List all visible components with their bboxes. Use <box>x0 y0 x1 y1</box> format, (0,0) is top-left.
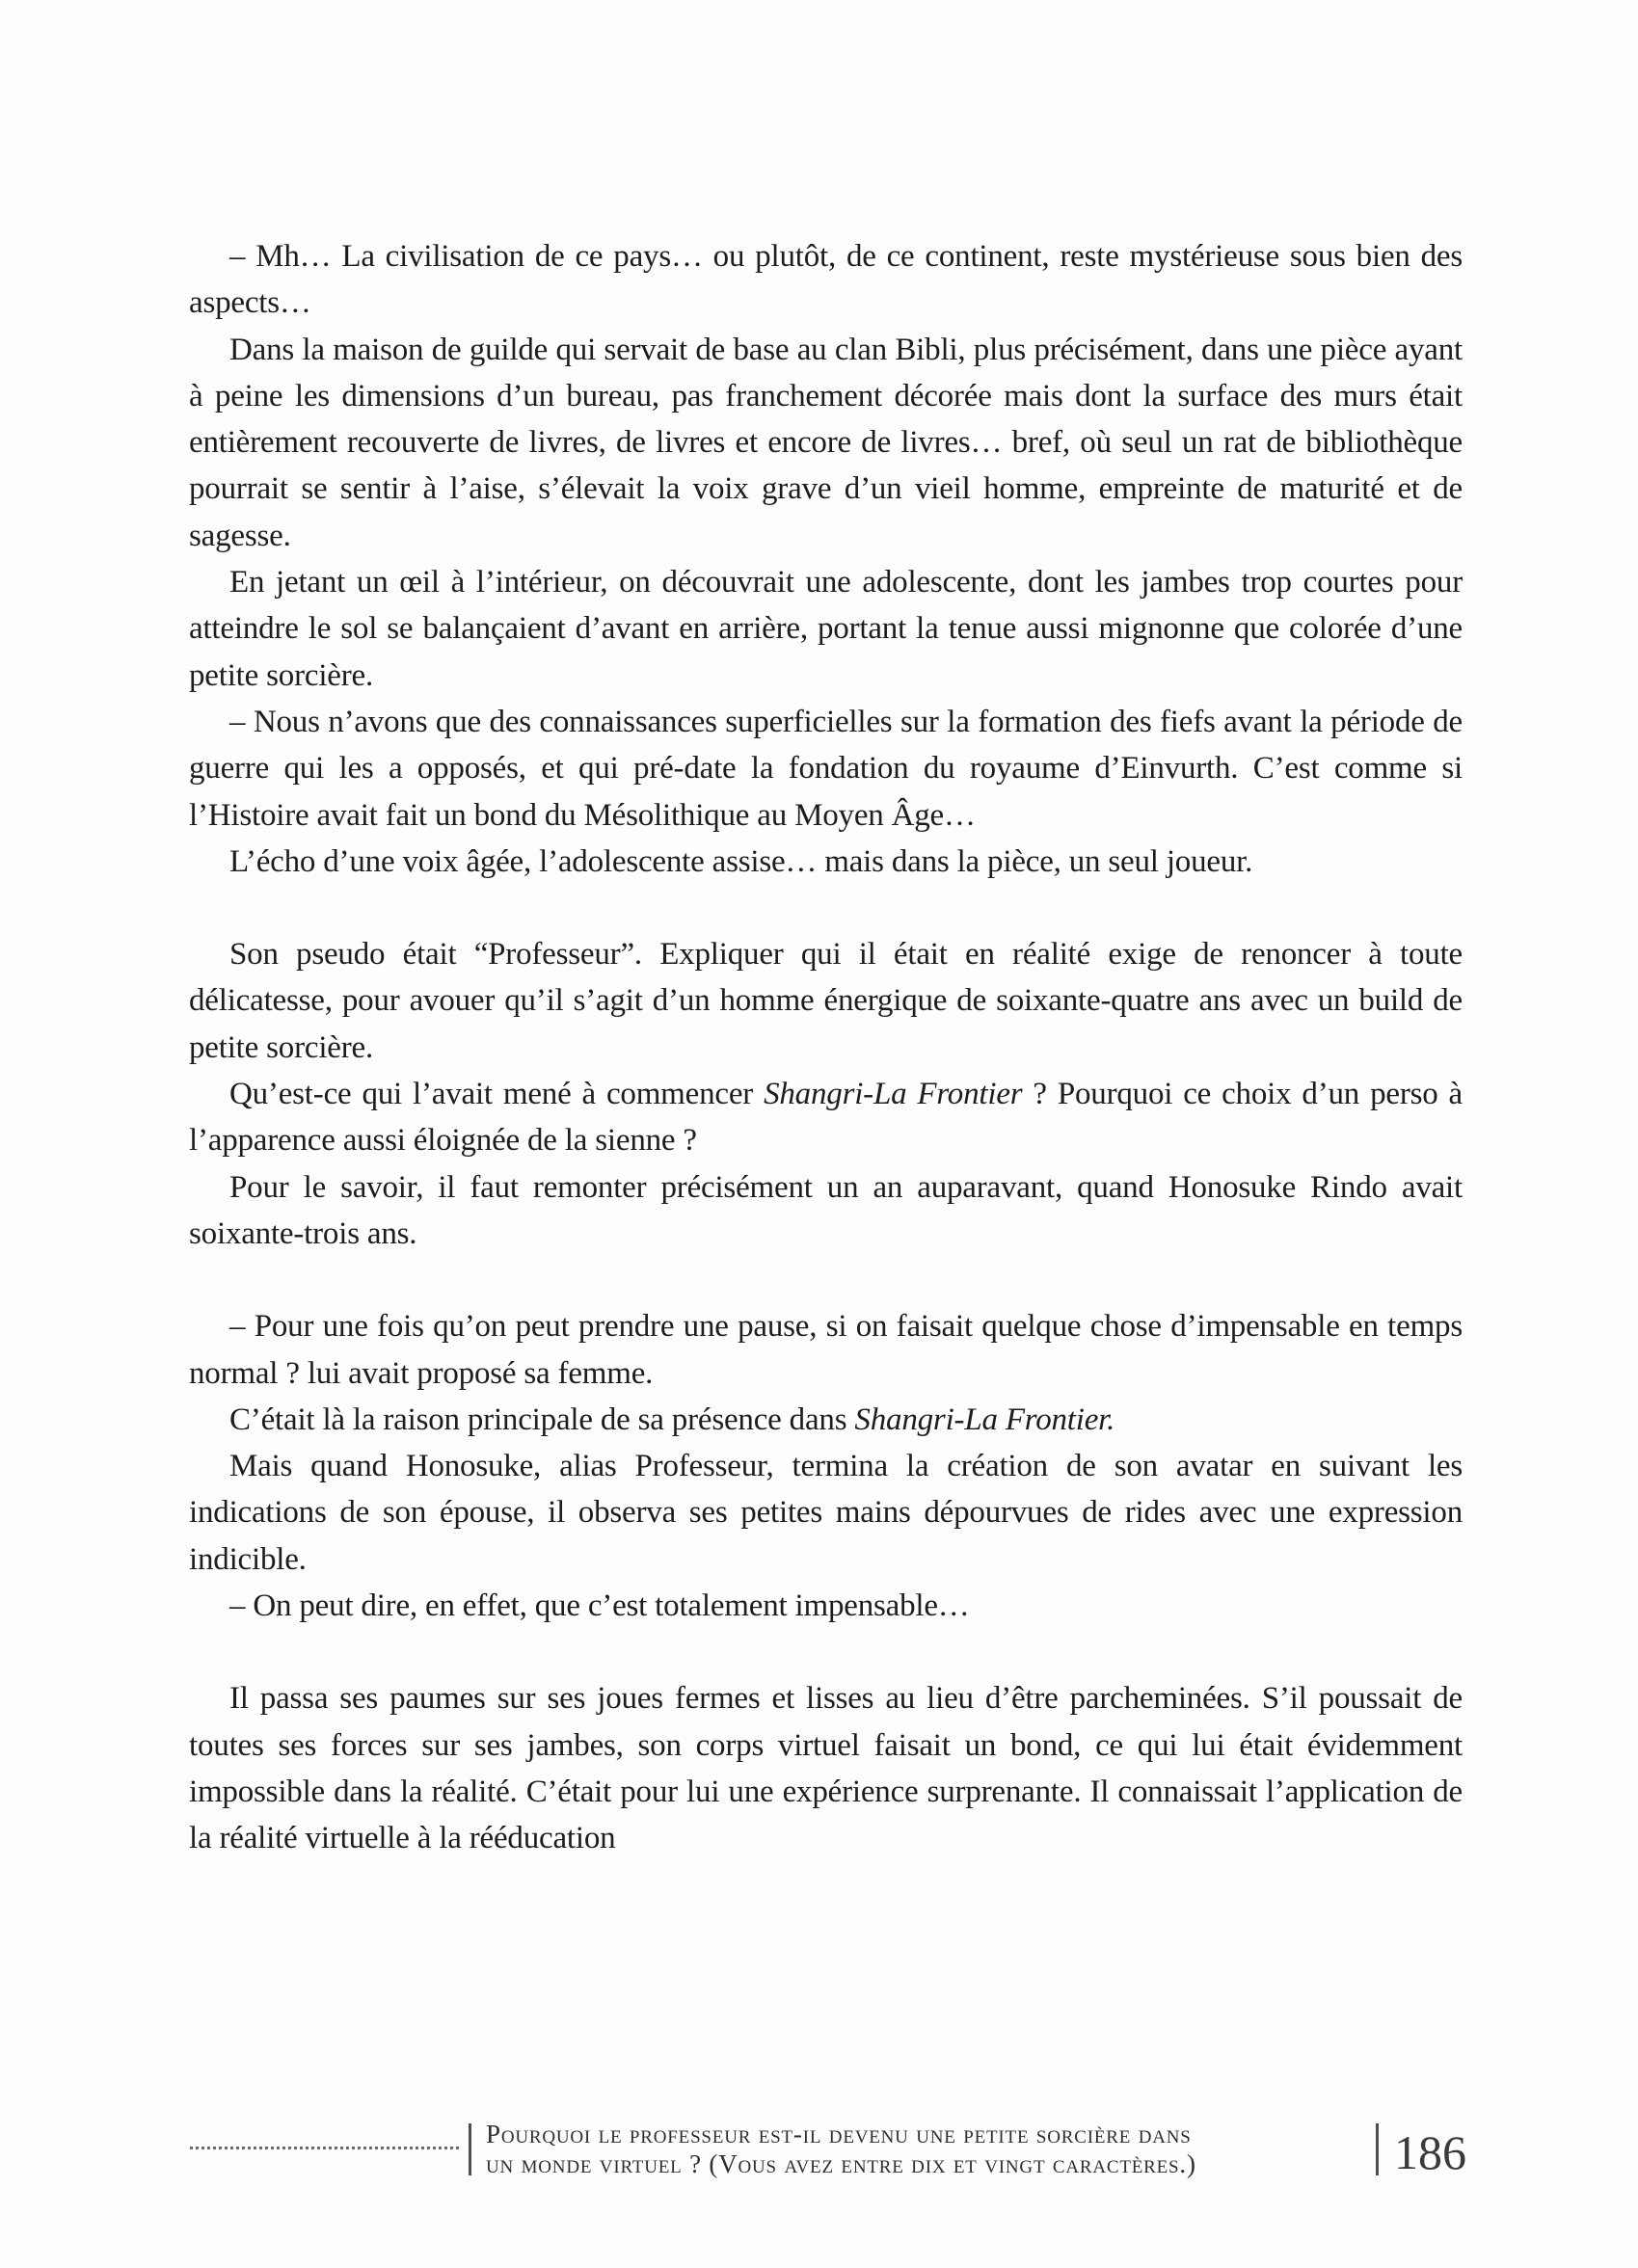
paragraph <box>189 839 1463 885</box>
text-segment: Son pseudo était “Professeur”. Expliquer qui il était en réalité exige de renoncer à toute délicatesse, pour avouer qu’il s’agit d’un homme énergique de soixante-quatre ans avec un build de petite sorcière. <box>189 937 1463 1065</box>
footer-dotted-rule <box>190 2147 461 2149</box>
text-segment: Dans la maison de guilde qui servait de base au clan Bibli, plus précisément, dans une pièce ayant à peine les dimensions d’un bureau, pas franchement décorée mais dont la surface des murs était entièrement recouverte de livres, de livres et encore de livres… bref, où seul un rat de bibliothèque pourrait se sentir à l’aise, s’élevait la voix grave d’un vieil homme, empreinte de maturité et de sagesse. <box>189 332 1463 553</box>
paragraph <box>189 233 1463 327</box>
paragraph <box>189 699 1463 839</box>
text-segment: – On peut dire, en effet, que c’est totalement impensable… <box>229 1588 970 1624</box>
paragraph <box>189 559 1463 699</box>
italic-text-segment: Shangri-La Frontier. <box>854 1401 1115 1437</box>
paragraph <box>189 1071 1463 1164</box>
paragraph <box>189 1164 1463 1258</box>
text-segment: En jetant un œil à l’intérieur, on découvrait une adolescente, dont les jambes trop courtes pour atteindre le sol se balançaient d’avant en arrière, portant la tenue aussi mignonne que colorée d’une petite sorcière. <box>189 565 1463 693</box>
italic-text-segment: Shangri-La Frontier <box>764 1077 1023 1112</box>
text-segment: Mais quand Honosuke, alias Professeur, termina la création de son avatar en suivant les indications de son épouse, il observa ses petites mains dépourvues de rides avec une expression indicible. <box>189 1449 1463 1577</box>
paragraph <box>189 1303 1463 1397</box>
text-segment: L’écho d’une voix âgée, l’adolescente assise… mais dans la pièce, un seul joueur. <box>229 843 1253 879</box>
running-title <box>486 2120 1373 2179</box>
running-title-line-1: Pourquoi le professeur est-il devenu une petite sorcière dans <box>486 2120 1192 2148</box>
paragraph <box>189 1443 1463 1583</box>
paragraph <box>189 931 1463 1071</box>
text-segment: Pour le savoir, il faut remonter précisément un an auparavant, quand Honosuke Rindo avait soixante-trois ans. <box>189 1169 1463 1251</box>
text-segment: Il passa ses paumes sur ses joues fermes et lisses au lieu d’être parcheminées. S’il poussait de toutes ses forces sur ses jambes, son corps virtuel faisait un bond, ce qui lui était évidemment impossible dans la réalité. C’était pour lui une expérience surprenante. Il connaissait l’application de la réalité virtuelle à la rééducation <box>189 1681 1463 1856</box>
body-text <box>189 233 1463 1862</box>
text-segment: C’était là la raison principale de sa présence dans <box>229 1401 855 1437</box>
page-number: 186 <box>1394 2125 1466 2179</box>
paragraph <box>189 1397 1463 1443</box>
footer-divider-bar-left <box>469 2123 471 2175</box>
text-segment: – Pour une fois qu’on peut prendre une pause, si on faisait quelque chose d’impensable en temps normal ? lui avait proposé sa femme. <box>189 1309 1463 1391</box>
paragraph <box>189 327 1463 559</box>
text-segment: ? Pourquoi ce choix d’un perso à l’apparence aussi éloignée de la sienne ? <box>189 1077 1463 1159</box>
paragraph <box>189 1675 1463 1861</box>
footer-divider-bar-right <box>1376 2123 1379 2175</box>
text-segment: – Nous n’avons que des connaissances superficielles sur la formation des fiefs avant la période de guerre qui les a opposés, et qui pré-date la fondation du royaume d’Einvurth. C’est comme si l’Histoire avait fait un bond du Mésolithique au Moyen Âge… <box>189 704 1463 833</box>
paragraph <box>189 1583 1463 1629</box>
text-segment: Qu’est-ce qui l’avait mené à commencer <box>229 1077 765 1112</box>
running-title-line-2: un monde virtuel ? (Vous avez entre dix et vingt caractères.) <box>486 2149 1196 2178</box>
text-segment: – Mh… La civilisation de ce pays… ou plutôt, de ce continent, reste mystérieuse sous bien des aspects… <box>189 239 1463 321</box>
